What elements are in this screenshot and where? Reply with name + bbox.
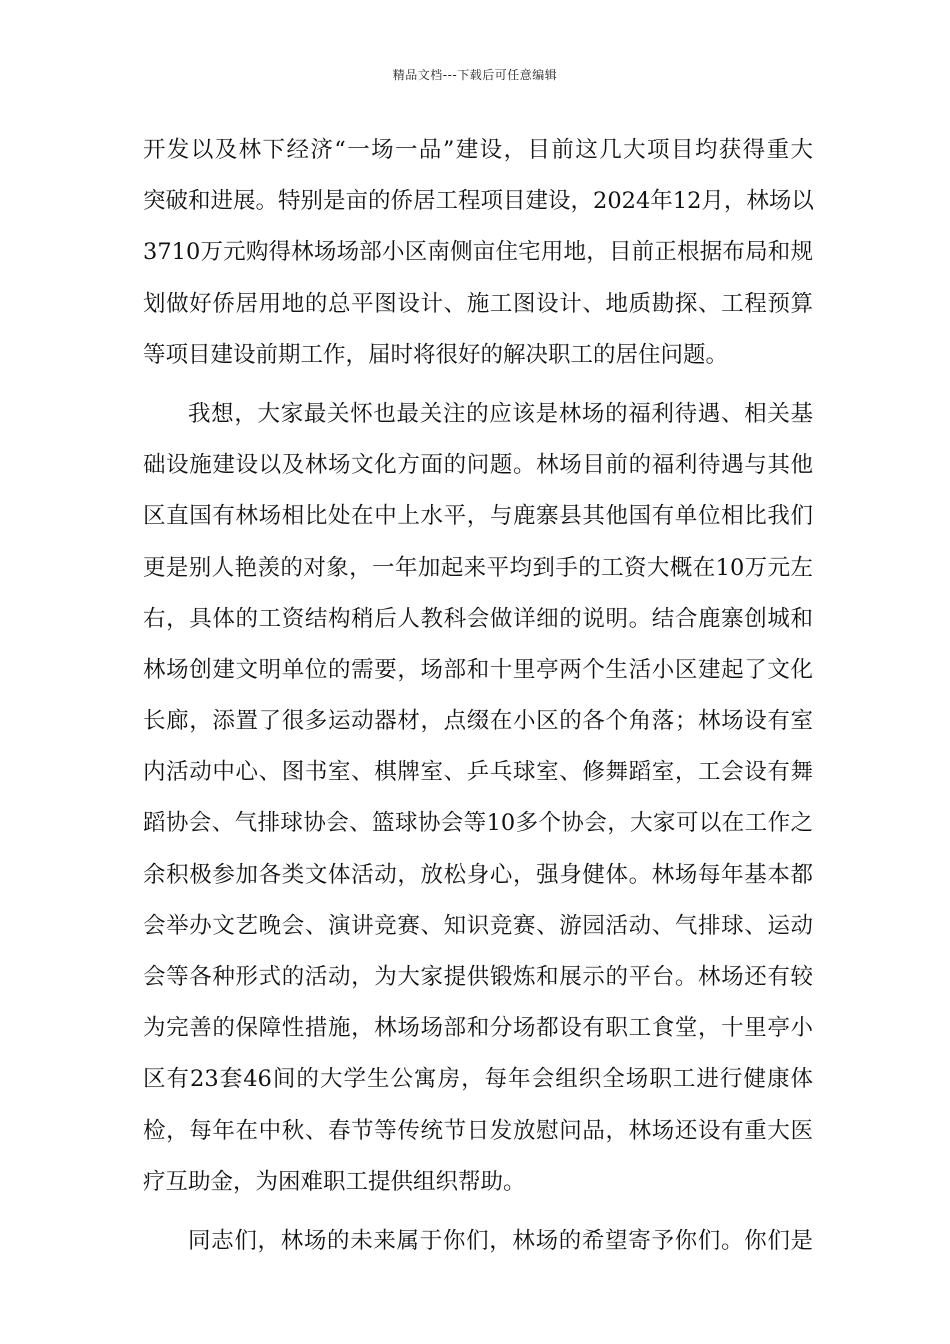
text-line: 疗互助金，为困难职工提供组织帮助。 [143, 1168, 526, 1195]
text-line: 突破和进展。特别是亩的侨居工程项目建设，2024年12月，林场以 [143, 188, 814, 215]
text-line: 更是别人艳羡的对象，一年加起来平均到手的工资大概在10万元左 [143, 554, 813, 581]
text-line: 同志们，林场的未来属于你们，林场的希望寄予你们。你们是 [188, 1227, 813, 1254]
text-line: 础设施建设以及林场文化方面的问题。林场目前的福利待遇与其他 [143, 452, 813, 479]
text-line: 检，每年在中秋、春节等传统节日发放慰问品，林场还设有重大医 [143, 1117, 813, 1144]
document-body [143, 125, 813, 1267]
text-line: 会举办文艺晚会、演讲竞赛、知识竞赛、游园活动、气排球、运动 [143, 912, 813, 939]
text-line: 内活动中心、图书室、棋牌室、乒乓球室、修舞蹈室，工会设有舞 [143, 759, 813, 786]
text-line: 右，具体的工资结构稍后人教科会做详细的说明。结合鹿寨创城和 [143, 605, 813, 632]
text-line: 3710万元购得林场场部小区南侧亩住宅用地，目前正根据布局和规 [143, 239, 813, 266]
text-line: 会等各种形式的活动，为大家提供锻炼和展示的平台。林场还有较 [143, 964, 813, 990]
text-line: 林场创建文明单位的需要，场部和十里亭两个生活小区建起了文化 [143, 656, 813, 683]
text-line: 我想，大家最关怀也最关注的应该是林场的福利待遇、相关基 [188, 400, 813, 427]
paragraph-1 [143, 125, 813, 381]
text-line: 为完善的保障性措施，林场场部和分场都设有职工食堂，十里亭小 [143, 1015, 813, 1042]
text-line: 区有23套46间的大学生公寓房，每年会组织全场职工进行健康体 [143, 1066, 813, 1093]
paragraph-3 [143, 1216, 813, 1267]
paragraph-spacer [143, 381, 813, 389]
text-line: 划做好侨居用地的总平图设计、施工图设计、地质勘探、工程预算 [143, 290, 813, 317]
text-line: 长廊，添置了很多运动器材，点缀在小区的各个角落；林场设有室 [143, 708, 813, 735]
text-line: 区直国有林场相比处在中上水平，与鹿寨县其他国有单位相比我们 [143, 503, 813, 530]
paragraph-2 [143, 389, 813, 1208]
text-line: 蹈协会、气排球协会、篮球协会等10多个协会，大家可以在工作之 [143, 810, 813, 837]
text-line: 开发以及林下经济“一场一品”建设，目前这几大项目均获得重大 [143, 137, 813, 163]
paragraph-spacer [143, 1208, 813, 1216]
text-line: 余积极参加各类文体活动，放松身心，强身健体。林场每年基本都 [143, 861, 813, 888]
text-line: 等项目建设前期工作，届时将很好的解决职工的居住问题。 [143, 341, 729, 368]
page-header: 精品文档---下载后可任意编辑 [392, 68, 558, 82]
